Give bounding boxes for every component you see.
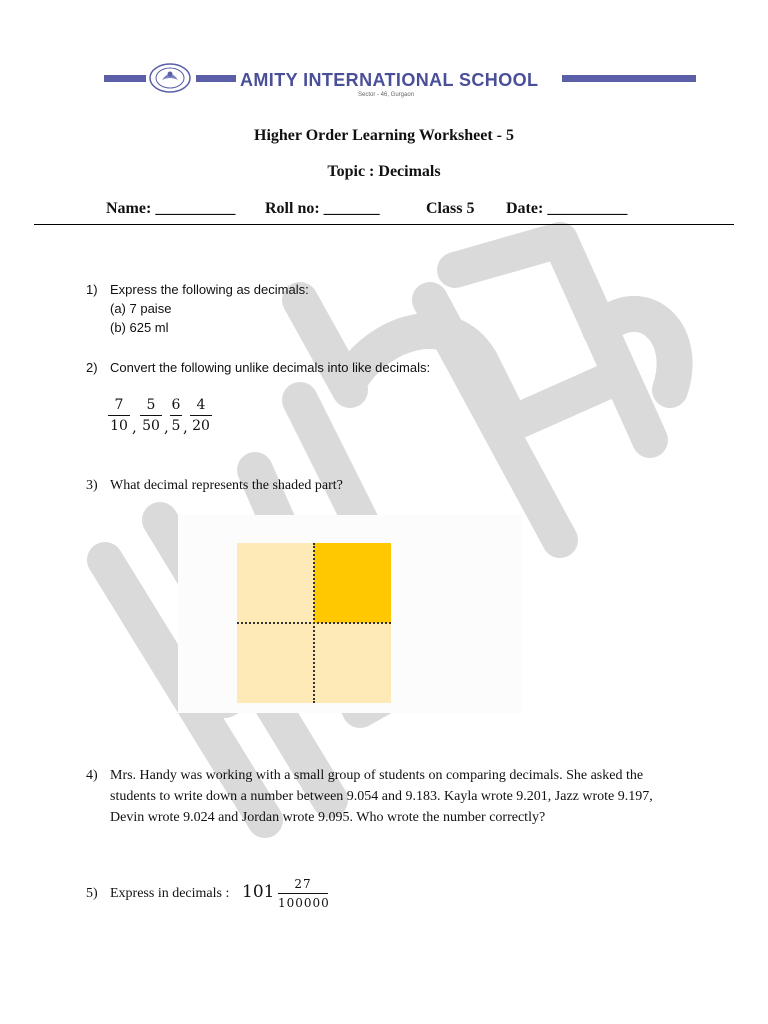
q3-text: What decimal represents the shaded part? <box>110 478 343 493</box>
topic-title: Topic : Decimals <box>327 163 441 180</box>
header-divider <box>34 224 734 225</box>
unshaded-cell <box>237 543 314 623</box>
school-header <box>100 60 696 100</box>
q2-number: 2) <box>86 360 98 375</box>
unshaded-cell <box>237 623 314 703</box>
fraction-2-denominator: 50 <box>142 418 160 434</box>
q5-text: Express in decimals : <box>110 886 230 901</box>
fraction-3-numerator: 6 <box>171 397 181 413</box>
school-name: AMITY INTERNATIONAL SCHOOL <box>240 70 539 90</box>
header-bar-right <box>562 75 696 82</box>
fraction-3 <box>170 396 182 435</box>
fraction-2 <box>140 396 162 435</box>
q5-number: 5) <box>86 886 98 901</box>
fraction-1-numerator: 7 <box>114 397 124 413</box>
fraction-2-numerator: 5 <box>146 397 156 413</box>
name-field: Name: __________ <box>106 200 236 217</box>
fraction-4-denominator: 20 <box>192 418 210 434</box>
horizontal-divider <box>237 622 391 624</box>
date-field: Date: __________ <box>506 200 628 217</box>
fraction-4-numerator: 4 <box>196 397 206 413</box>
shaded-square-figure <box>237 543 391 703</box>
q1-part-a: (a) 7 paise <box>110 301 172 316</box>
unshaded-cell <box>314 623 391 703</box>
fraction-3-denominator: 5 <box>171 418 181 434</box>
worksheet-title: Higher Order Learning Worksheet - 5 <box>254 127 514 144</box>
q5-whole-part: 101 <box>242 882 275 902</box>
header-bar-left <box>104 75 146 82</box>
q5-denominator: 100000 <box>278 896 330 910</box>
separator: , <box>164 418 169 436</box>
q3-number: 3) <box>86 478 98 493</box>
q4-text-line-2: students to write down a number between 9.054 and 9.183. Kayla wrote 9.201, Jazz wrote 9.197, <box>110 789 653 804</box>
class-label: Class 5 <box>426 200 475 217</box>
q1-text: Express the following as decimals: <box>110 282 309 297</box>
roll-no-field: Roll no: _______ <box>265 200 380 217</box>
fraction-4 <box>190 396 212 435</box>
q2-text: Convert the following unlike decimals into like decimals: <box>110 360 431 375</box>
school-logo-icon <box>148 62 192 94</box>
school-address: Sector - 46, Gurgaon <box>358 92 415 98</box>
separator: , <box>183 418 188 436</box>
fraction-1-denominator: 10 <box>110 418 128 434</box>
q4-text-line-1: Mrs. Handy was working with a small group of students on comparing decimals. She asked the <box>110 768 644 783</box>
q1-number: 1) <box>86 282 98 297</box>
header-bar-mid <box>196 75 236 82</box>
q5-numerator: 27 <box>294 877 312 891</box>
q4-text-line-3: Devin wrote 9.024 and Jordan wrote 9.095. Who wrote the number correctly? <box>110 810 546 825</box>
shaded-cell <box>314 543 391 623</box>
fraction-1 <box>108 396 130 435</box>
q1-part-b: (b) 625 ml <box>110 320 169 335</box>
q5-fraction <box>278 876 328 911</box>
separator: , <box>132 418 137 436</box>
q4-number: 4) <box>86 768 98 783</box>
